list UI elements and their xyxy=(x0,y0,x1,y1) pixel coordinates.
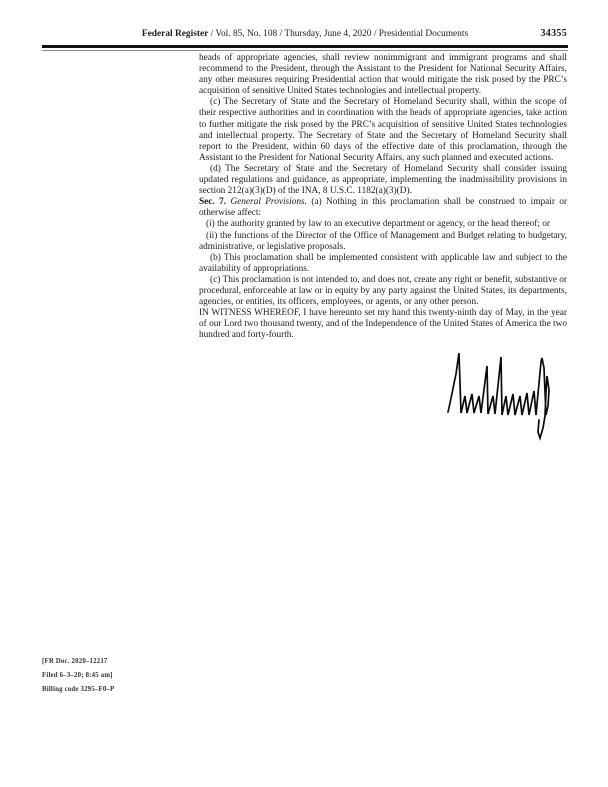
journal-title: Federal Register xyxy=(141,29,209,39)
header-rule-thin xyxy=(42,50,568,52)
section-text: (a) Nothing in this proclamation shall be construed to impair or otherwise affect: xyxy=(199,197,568,219)
paragraph-ii: (ii) the functions of the Director of the Office of Management and Budget relating to budgetary, administrative, or legislative proposals. xyxy=(199,230,567,252)
running-head xyxy=(42,28,568,42)
header-rule-thick xyxy=(42,45,568,48)
section-title: General Provisions. xyxy=(230,197,307,208)
fr-doc-number: [FR Doc. 2020–12217 xyxy=(42,658,108,665)
filed-date: Filed 6–3–20; 8:45 am] xyxy=(42,672,113,679)
paragraph-b: (b) This proclamation shall be implemented consistent with applicable law and subject to the availability of appropriations. xyxy=(199,252,567,274)
billing-code: Billing code 3295–F0–P xyxy=(42,686,115,693)
paragraph-continuation: heads of appropriate agencies, shall review nonimmigrant and immigrant programs and shall recommend to the President, through the Assistant to the President for National Security Affairs, any other measures requiring Presidential action that would mitigate the risk posed by the PRC’s acquisition of sensitive United States technologies and intellectual property. xyxy=(199,53,567,97)
paragraph-d: (d) The Secretary of State and the Secretary of Homeland Security shall consider issuing updated regulations and guidance, as appropriate, implementing the inadmissibility provisions in section 212(a)(3)(D) of the INA, 8 U.S.C. 1182(a)(3)(D). xyxy=(199,163,567,197)
page-number: 34355 xyxy=(540,28,567,39)
presidential-signature-icon xyxy=(443,346,561,442)
page-header xyxy=(42,28,568,51)
section-label: Sec. 7. xyxy=(199,197,227,208)
paragraph-sec7 xyxy=(199,197,567,219)
document-body xyxy=(199,53,567,446)
paragraph-c2: (c) This proclamation is not intended to, and does not, create any right or benefit, substantive or procedural, enforceable at law or in equity by any party against the United States, its departments, agencies, or entities, its officers, employees, or agents, or any other person. xyxy=(199,274,567,308)
filing-footer xyxy=(42,655,114,697)
paragraph-witness: IN WITNESS WHEREOF, I have hereunto set my hand this twenty-ninth day of May, in the year of our Lord two thousand twenty, and of the Independence of the United States of America the two hundred and forty-fourth. xyxy=(199,308,567,341)
paragraph-i: (i) the authority granted by law to an executive department or agency, or the head thereof; or xyxy=(206,219,551,230)
signature-block xyxy=(199,346,567,446)
issue-citation: / Vol. 85, No. 108 / Thursday, June 4, 2020 / Presidential Documents xyxy=(210,29,469,39)
paragraph-c: (c) The Secretary of State and the Secretary of Homeland Security shall, within the scope of their respective authorities and in coordination with the heads of appropriate agencies, take action to further mitigate the risk posed by the PRC’s acquisition of sensitive United States technologies and intellectual property. The Secretary of State and the Secretary of Homeland Security shall report to the President, within 60 days of the effective date of this proclamation, through the Assistant to the President for National Security Affairs, any such planned and executed actions. xyxy=(199,97,567,163)
